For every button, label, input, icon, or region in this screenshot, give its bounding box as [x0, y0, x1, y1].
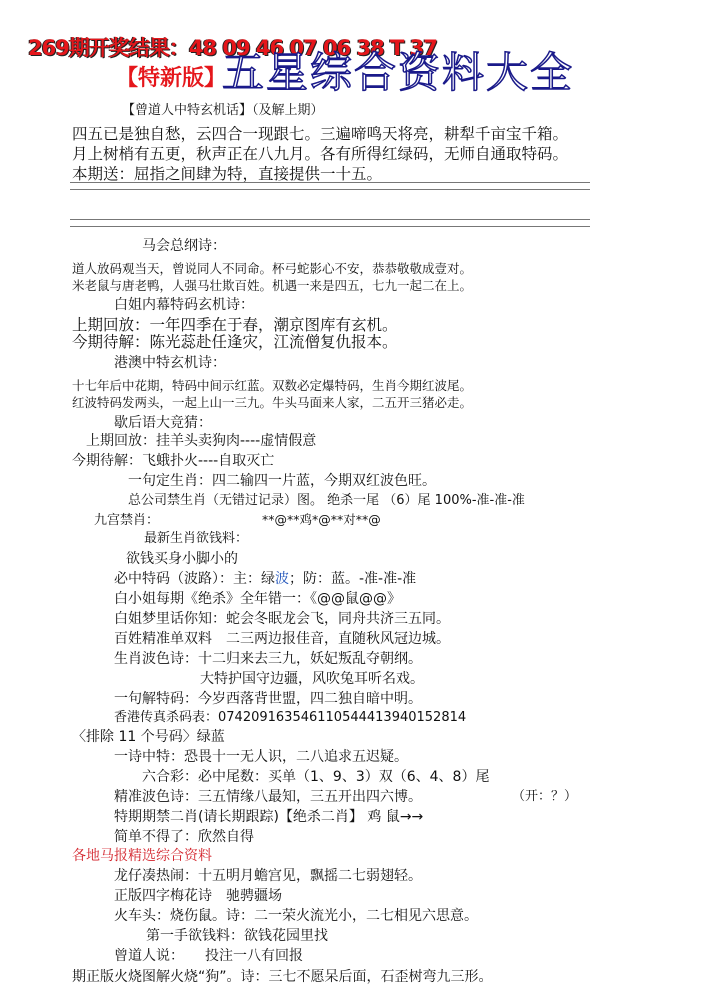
verse-line: 四五已是独自愁，云四合一现跟七。三遍啼鸣天将亮，耕犁千亩宝千箱。 [72, 125, 569, 143]
verse-line: 今期待解：飞蛾扑火----自取灭亡 [72, 453, 275, 469]
verse-line: 本期送：屈指之间肆为特，直接提供一十五。 [72, 165, 383, 183]
verse-line: 百姓精准单双料 二三两边报佳音，直随秋风冠边城。 [114, 631, 450, 647]
draw-result-line: 269期开奖结果：48 09 46 07 06 38 T 37 [28, 36, 437, 60]
verse-line: （开：？） [512, 789, 578, 804]
verse-line: 六合彩：必中尾数：买单（1、9、3）双（6、4、8）尾 [142, 769, 490, 785]
edition-tag: 【特新版】 [116, 66, 227, 91]
verse-line: 生肖波色诗：十二归来去三九，妖妃叛乱夺朝纲。 [114, 651, 422, 667]
verse-line: 白姐梦里话你知：蛇会冬眠龙会飞，同舟共济三五同。 [114, 611, 450, 627]
verse-line: 今期待解：陈光蕊赴任逢灾，江流僧复仇报本。 [72, 333, 398, 351]
verse-line: 香港传真杀码表：07420916354611054441394015281​4 [114, 710, 467, 725]
verse-line: 米老鼠与唐老鸭，人强马壮欺百姓。机遇一来是四五，七九一起二在上。 [72, 278, 473, 293]
verse-line: 〈排除 11 个号码〉绿蓝 [72, 729, 225, 745]
separator [70, 182, 590, 190]
verse-line: 总公司禁生肖（无错过记录）图。 绝杀一尾 （6）尾 100%-准-准-准 [128, 493, 525, 508]
verse-line: 上期回放：一年四季在于春，潮京图库有玄机。 [72, 316, 398, 334]
verse-line: 欲钱买身小脚小的 [126, 551, 238, 567]
verse-line: 火车头：烧伤鼠。诗：二一荣火流光小，二七相见六思意。 [114, 908, 478, 924]
section-heading-mahui: 马会总纲诗： [142, 238, 226, 254]
verse-line: 一句定生肖：四二输四一片蓝，今期双红波色旺。 [128, 473, 436, 489]
verse-line: 一句解特码：今岁西落背世盟，四二独自暗中明。 [114, 691, 422, 707]
label-jiugong: 九宫禁肖： [94, 513, 160, 528]
verse-line: 期正版火烧图解火烧“狗”。诗：三七不愿呆后面，石歪树弯九三形。 [72, 969, 493, 985]
section-heading-zeng: 【曾道人中特玄机话】（及解上期） [122, 103, 324, 118]
verse-line: 曾道人说： 投注一八有回报 [114, 948, 303, 964]
verse-line: 白小姐每期《绝杀》全年错一：《@@鼠@@》 [114, 591, 401, 607]
verse-line: 简单不得了：欣然自得 [114, 829, 254, 845]
verse-line: 特期期禁二肖(请长期跟踪)【绝杀二肖】 鸡 鼠→→ [114, 809, 424, 825]
section-heading-gangao: 港澳中特玄机诗： [114, 355, 226, 371]
verse-line: 上期回放：挂羊头卖狗肉----虚情假意 [86, 433, 317, 449]
verse-line: 一诗中特：恐畏十一无人识，二八追求五迟疑。 [114, 749, 408, 765]
verse-line: 龙仔凑热闹：十五明月蟾宫见，飘摇二七弱翅轻。 [114, 868, 422, 884]
verse-line: 正版四字梅花诗 驰骋疆场 [114, 888, 282, 904]
text-part: 必中特码（波路）：主：绿 [114, 571, 275, 587]
text-part-blue: 波 [275, 571, 289, 587]
verse-line: 十七年后中花期，特码中间示红蓝。双数必定爆特码，生肖今期红波尾。 [72, 378, 473, 393]
section-heading-baijie: 白姐内幕特码玄机诗： [114, 297, 254, 313]
section-heading-madbao: 各地马报精选综合资料 [72, 848, 212, 864]
separator [70, 219, 590, 227]
verse-line: 第一手欲钱料：欲钱花园里找 [146, 928, 328, 944]
page-title: 五星综合资料大全 [222, 48, 575, 97]
section-heading-xiehouyu: 歇后语大竞猜： [114, 415, 212, 431]
value-jiugong: **@**鸡*@**对**@ [262, 512, 381, 527]
verse-line [114, 572, 416, 586]
verse-line: 红波特码发两头，一起上山一三九。牛头马面来人家，二五开三猪必走。 [72, 395, 473, 410]
section-heading-yuqian: 最新生肖欲钱料： [144, 531, 249, 546]
verse-line: 月上树梢有五更，秋声正在八九月。各有所得红绿码，无师自通取特码。 [72, 145, 569, 163]
verse-line: 精准波色诗：三五情缘八最知，三五开出四六博。 [114, 789, 422, 805]
text-part: ；防：蓝。-准-准-准 [289, 571, 417, 587]
verse-line: 道人放码观当天，曾说同人不同命。杯弓蛇影心不安，恭恭敬敬成壹对。 [72, 261, 473, 276]
verse-line: 大特护国守边疆，风吹兔耳听名戏。 [200, 671, 424, 687]
